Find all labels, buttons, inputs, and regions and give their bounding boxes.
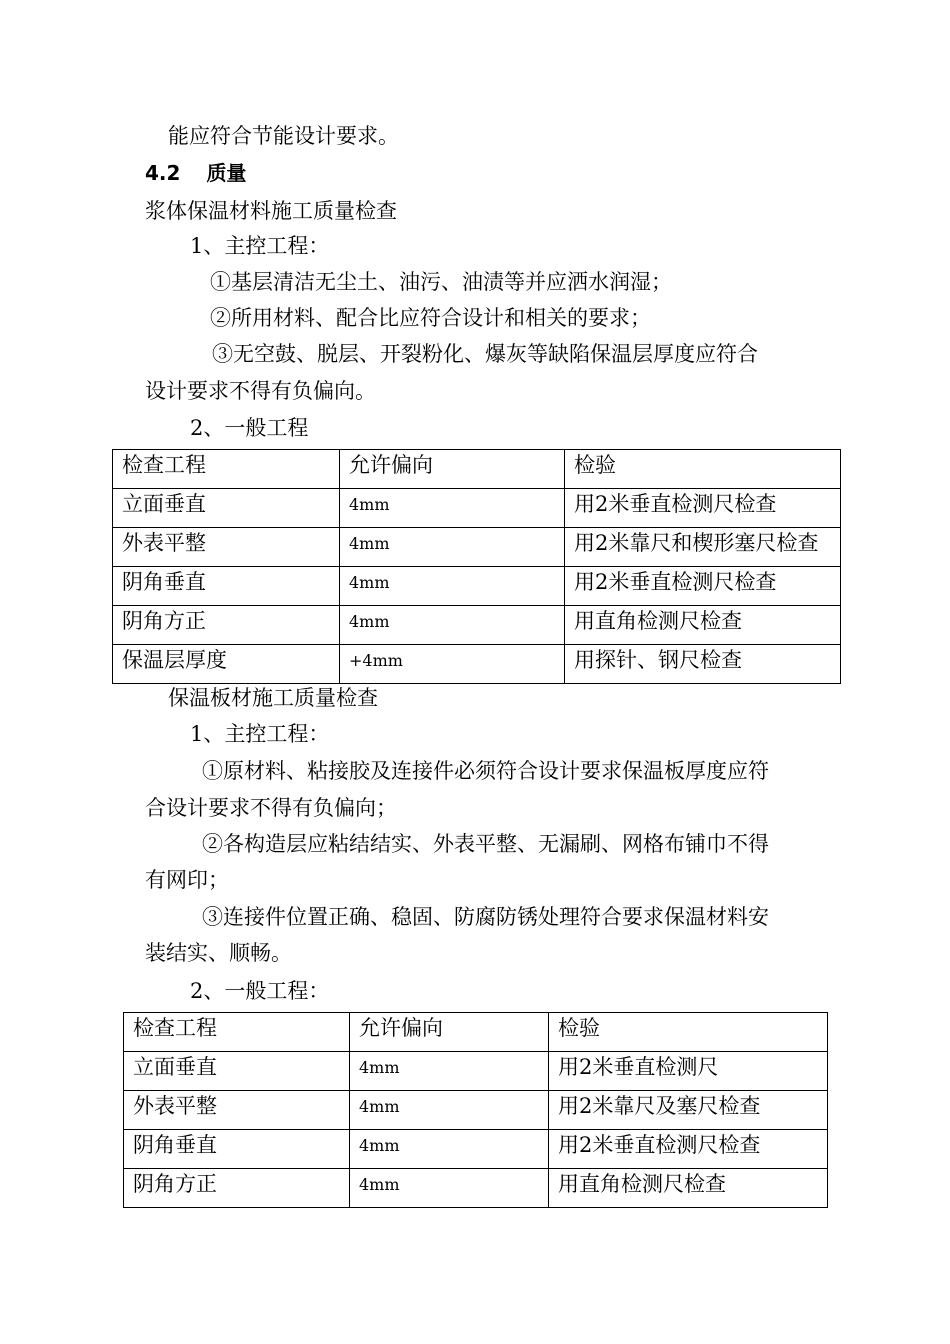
intro-line: 能应符合节能设计要求。 xyxy=(168,124,399,148)
table-cell: 4mm xyxy=(340,489,565,528)
table-cell: 立面垂直 xyxy=(113,489,340,528)
table-row xyxy=(124,1169,828,1208)
slurry-quality-table xyxy=(112,449,841,684)
table-cell: 4mm xyxy=(350,1091,549,1130)
table-row xyxy=(124,1130,828,1169)
table-row xyxy=(124,1052,828,1091)
table-row xyxy=(113,645,841,684)
header-cell: 检验 xyxy=(549,1013,828,1052)
slurry-item-3-cont: 设计要求不得有负偏向。 xyxy=(145,379,376,403)
table-cell: 用探针、钢尺检查 xyxy=(565,645,841,684)
header-cell: 允许偏向 xyxy=(350,1013,549,1052)
board-general-heading: 2、一般工程： xyxy=(190,979,330,1003)
slurry-item-3: ③无空鼓、脱层、开裂粉化、爆灰等缺陷保温层厚度应符合 xyxy=(212,342,758,366)
table-cell: 阴角方正 xyxy=(113,606,340,645)
header-cell: 检验 xyxy=(565,450,841,489)
table-cell: 保温层厚度 xyxy=(113,645,340,684)
table-row xyxy=(113,567,841,606)
table-row xyxy=(124,1091,828,1130)
table-header-row xyxy=(113,450,841,489)
board-item-2: ②各构造层应粘结结实、外表平整、无漏刷、网格布铺巾不得 xyxy=(202,832,769,856)
board-quality-table xyxy=(123,1012,828,1208)
board-item-2-cont: 有网印； xyxy=(145,868,229,892)
header-cell: 允许偏向 xyxy=(340,450,565,489)
table-cell: 4mm xyxy=(340,567,565,606)
table-cell: 阴角方正 xyxy=(124,1169,350,1208)
slurry-item-2: ②所用材料、配合比应符合设计和相关的要求； xyxy=(210,306,651,330)
table-cell: 用直角检测尺检查 xyxy=(549,1169,828,1208)
slurry-general-heading: 2、一般工程 xyxy=(190,416,309,440)
table-cell: 外表平整 xyxy=(124,1091,350,1130)
table-cell: 用2米靠尺和楔形塞尺检查 xyxy=(565,528,841,567)
table-cell: 用2米垂直检测尺检查 xyxy=(565,567,841,606)
table-cell: 阴角垂直 xyxy=(113,567,340,606)
board-item-3-cont: 装结实、顺畅。 xyxy=(145,941,292,965)
section-heading xyxy=(145,159,246,187)
table-cell: 用2米垂直检测尺 xyxy=(549,1052,828,1091)
table-row xyxy=(113,528,841,567)
board-item-3: ③连接件位置正确、稳固、防腐防锈处理符合要求保温材料安 xyxy=(202,905,769,929)
table-cell: 4mm xyxy=(350,1130,549,1169)
slurry-title: 浆体保温材料施工质量检查 xyxy=(145,199,397,223)
table-row xyxy=(113,489,841,528)
header-cell: 检查工程 xyxy=(113,450,340,489)
table-cell: +4mm xyxy=(340,645,565,684)
table-cell: 4mm xyxy=(350,1169,549,1208)
table-cell: 4mm xyxy=(340,528,565,567)
table-cell: 4mm xyxy=(350,1052,549,1091)
board-item-1: ①原材料、粘接胶及连接件必须符合设计要求保温板厚度应符 xyxy=(202,759,769,783)
table-cell: 立面垂直 xyxy=(124,1052,350,1091)
board-main-heading: 1、主控工程： xyxy=(190,722,330,746)
table-row xyxy=(113,606,841,645)
slurry-main-heading: 1、主控工程： xyxy=(190,234,330,258)
table-cell: 用2米垂直检测尺检查 xyxy=(565,489,841,528)
table-cell: 用2米垂直检测尺检查 xyxy=(549,1130,828,1169)
section-number: 4.2 xyxy=(145,161,181,185)
section-title: 质量 xyxy=(206,161,247,185)
board-title: 保温板材施工质量检查 xyxy=(168,686,378,710)
table-cell: 用直角检测尺检查 xyxy=(565,606,841,645)
slurry-item-1: ①基层清洁无尘土、油污、油渍等并应洒水润湿； xyxy=(210,270,672,294)
board-item-1-cont: 合设计要求不得有负偏向； xyxy=(145,796,397,820)
table-header-row xyxy=(124,1013,828,1052)
table-cell: 外表平整 xyxy=(113,528,340,567)
table-cell: 4mm xyxy=(340,606,565,645)
table-cell: 用2米靠尺及塞尺检查 xyxy=(549,1091,828,1130)
header-cell: 检查工程 xyxy=(124,1013,350,1052)
table-cell: 阴角垂直 xyxy=(124,1130,350,1169)
